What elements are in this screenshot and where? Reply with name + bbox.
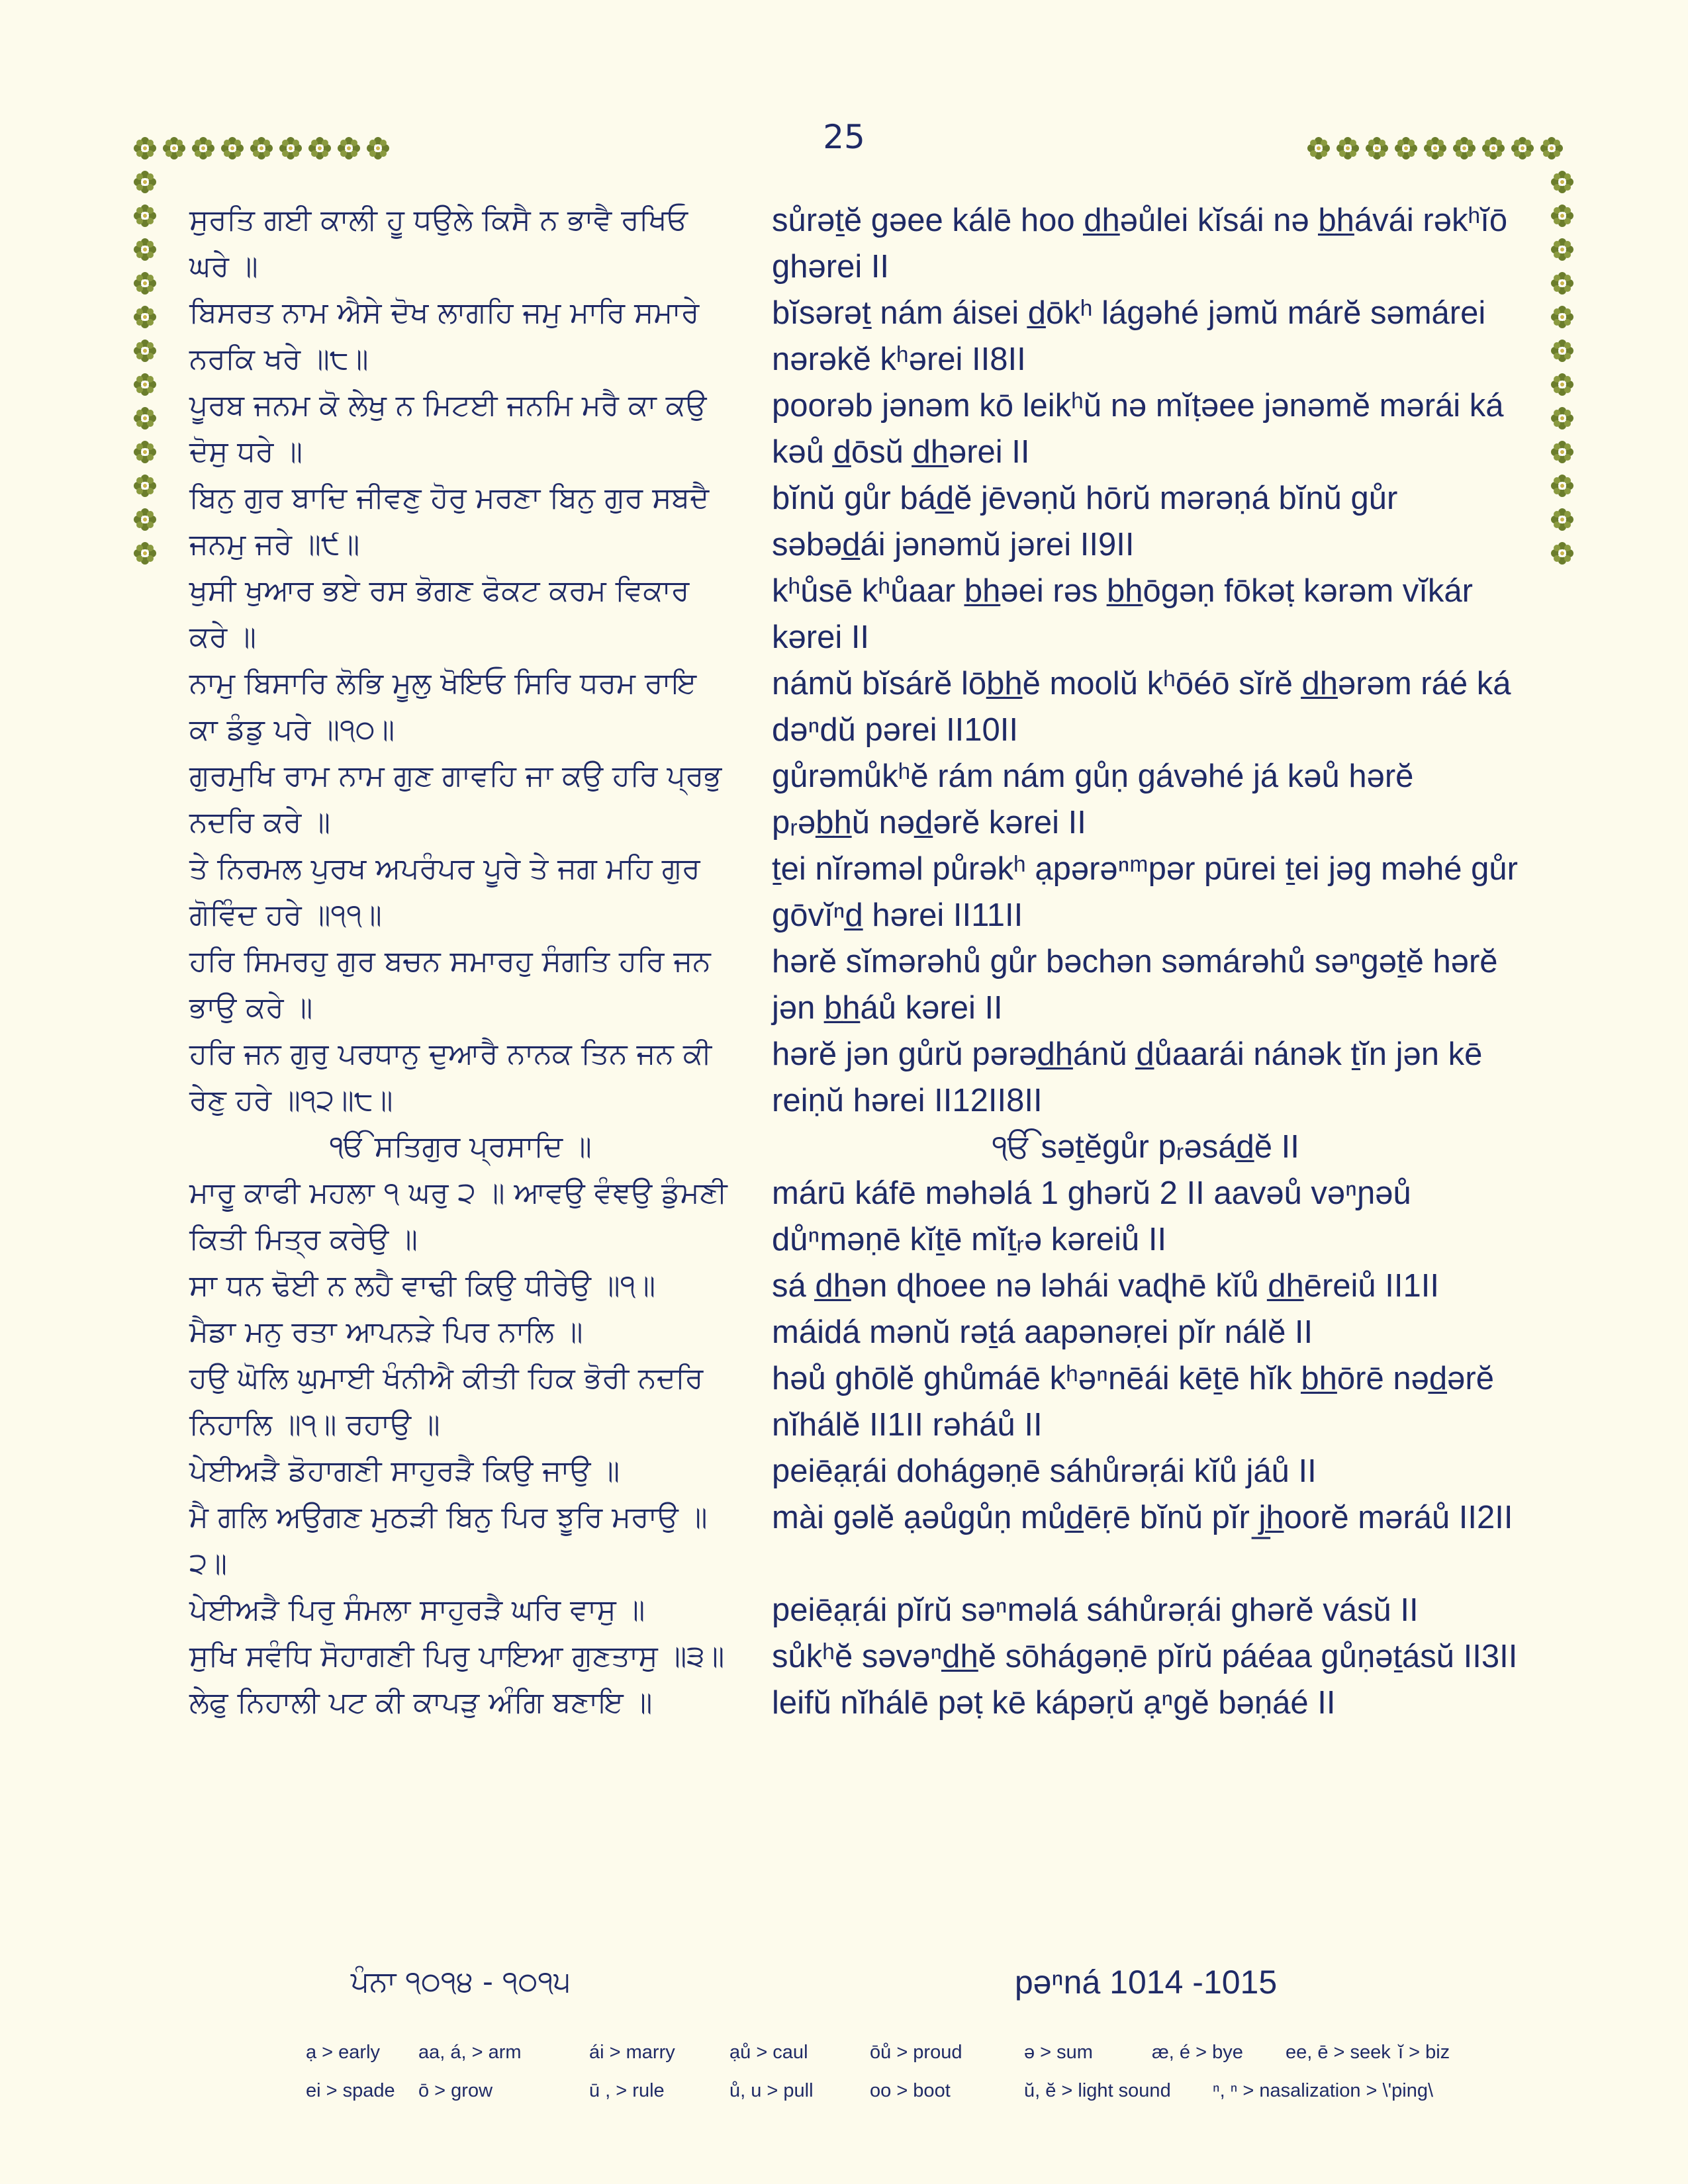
legend-item: oo > boot (870, 2080, 951, 2101)
flower-icon (1551, 441, 1573, 463)
verse-row (189, 1263, 1520, 1309)
right-border (1551, 171, 1573, 565)
flower-icon (1551, 508, 1573, 531)
verse-roman: márū káfē məhəlá 1 ghərŭ 2 II aavəů vəⁿɲəů důⁿməṇē kĭṯē mĭṯᵣə kəreiů II (772, 1175, 1411, 1257)
verse-roman: hərĕ jən gůrŭ pərəd̲h̲ánŭ d̲ůaarái nánək ṯĭn jən kē reiṇŭ hərei II12II8II (772, 1036, 1483, 1118)
verse-roman: mài gəlĕ ạəůgůṇ můd̲ēṛē bĭnŭ pĭr j̲h̲oorĕ məráů II2II (772, 1500, 1513, 1535)
flower-icon (1424, 137, 1446, 159)
top-left-border (134, 137, 389, 159)
legend-item: ĭ > biz (1398, 2042, 1450, 2063)
flower-icon (134, 407, 156, 430)
verse-roman: həů ghōlĕ ghůmáē kʰəⁿnēái kēṯē hĭk b̲h̲ōrē nəd̲ərĕ nĭhálĕ II1II rəháů II (772, 1361, 1494, 1443)
verse-roman: máidá mənŭ rəṯá aapənəṛei pĭr nálĕ II (772, 1314, 1313, 1350)
verse-gurmukhi: ਸਾ ਧਨ ਢੋਈ ਨ ਲਹੈ ਵਾਢੀ ਕਿਉ ਧੀਰੇਉ ॥੧॥ (189, 1269, 656, 1302)
flower-icon (134, 373, 156, 396)
legend-item: ə > sum (1024, 2042, 1093, 2063)
flower-icon (134, 205, 156, 227)
flower-icon (1551, 171, 1573, 193)
verse-roman: bĭnŭ gůr bád̲ĕ jēvəṇŭ hōrŭ mərəṇá bĭnŭ gůr səbəd̲ái jənəmŭ jərei II9II (772, 480, 1398, 563)
legend-item: ái > marry (589, 2042, 675, 2063)
pronunciation-legend (306, 2042, 1497, 2118)
flower-icon (1551, 373, 1573, 396)
flower-icon (1482, 137, 1505, 159)
legend-item: ee, ē > seek (1286, 2042, 1391, 2063)
verse-roman: kʰůsē kʰůaar b̲h̲əei rəs b̲h̲ōgəṇ fōkəṭ kərəm vĭkár kərei II (772, 573, 1473, 655)
verse-gurmukhi: ਪੂਰਬ ਜਨਮ ਕੋ ਲੇਖੁ ਨ ਮਿਟਈ ਜਨਮਿ ਮਰੈ ਕਾ ਕਉ ਦੋਸੁ ਧਰੇ ॥ (189, 388, 707, 469)
left-border (134, 171, 156, 565)
flower-icon (1366, 137, 1388, 159)
verse-roman: poorəb jənəm kō leikʰŭ nə mĭṭəee jənəmĕ mərái ká kəů d̲ōsŭ d̲h̲ərei II (772, 388, 1504, 470)
flower-icon (134, 508, 156, 531)
verse-roman: ੴ səṯĕgůr pᵣəsád̲ĕ II (992, 1129, 1299, 1165)
flower-icon (1551, 272, 1573, 295)
verse-row (189, 383, 1520, 475)
flower-icon (1395, 137, 1417, 159)
verse-gurmukhi: ਗੁਰਮੁਖਿ ਰਾਮ ਨਾਮ ਗੁਣ ਗਾਵਹਿ ਜਾ ਕਉ ਹਰਿ ਪ੍ਰਭੁ ਨਦਰਿ ਕਰੇ ॥ (189, 759, 722, 839)
legend-row (306, 2042, 1497, 2080)
verse-row (189, 753, 1520, 846)
flower-icon (134, 542, 156, 565)
verse-gurmukhi: ਬਿਸਰਤ ਨਾਮ ਐਸੇ ਦੋਖ ਲਾਗਹਿ ਜਮੁ ਮਾਰਿ ਸਮਾਰੇ ਨਰਕਿ ਖਰੇ ॥੮॥ (189, 296, 700, 376)
flower-icon (338, 137, 360, 159)
verse-row (189, 1031, 1520, 1124)
flower-icon (134, 340, 156, 362)
flower-icon (1551, 238, 1573, 261)
flower-icon (134, 306, 156, 328)
flower-icon (134, 475, 156, 497)
legend-item: ⁿ, ⁿ > nasalization > \'ping\ (1213, 2080, 1434, 2101)
flower-icon (279, 137, 302, 159)
verse-gurmukhi: ਹਰਿ ਸਿਮਰਹੁ ਗੁਰ ਬਚਨ ਸਮਾਰਹੁ ਸੰਗਤਿ ਹਰਿ ਜਨ ਭਾਉ ਕਰੇ ॥ (189, 944, 711, 1024)
verse-row (189, 1633, 1520, 1680)
verse-gurmukhi: ਮੈਡਾ ਮਨੁ ਰਤਾ ਆਪਨੜੇ ਪਿਰ ਨਾਲਿ ॥ (189, 1315, 583, 1349)
flower-icon (1551, 306, 1573, 328)
flower-icon (163, 137, 185, 159)
legend-item: ạů > caul (729, 2042, 808, 2063)
page-reference-gurmukhi: ਪੰਨਾ ੧੦੧੪ - ੧੦੧੫ (350, 1965, 571, 1999)
verse-row (189, 1170, 1520, 1263)
verse-row (189, 1355, 1520, 1448)
legend-item: ů, u > pull (729, 2080, 814, 2101)
legend-item: æ, é > bye (1152, 2042, 1243, 2063)
flower-icon (1307, 137, 1330, 159)
legend-item: ū , > rule (589, 2080, 665, 2101)
verse-row (189, 568, 1520, 660)
flower-icon (1551, 340, 1573, 362)
flower-icon (1511, 137, 1534, 159)
verse-roman: peiēạṛái dohágəṇē sáhůrəṛái kĭů jáů II (772, 1453, 1317, 1489)
verse-row (189, 938, 1520, 1031)
verse-roman: bĭsərəṯ nám áisei d̲ōkʰ lágəhé jəmŭ márĕ səmárei nərəkĕ kʰərei II8II (772, 295, 1486, 377)
verse-roman: gůrəmůkʰĕ rám nám gůṇ gávəhé já kəů hərĕ pᵣəb̲h̲ŭ nəd̲ərĕ kərei II (772, 758, 1414, 841)
verse-row (189, 1494, 1520, 1587)
verse-row (189, 290, 1520, 383)
verse-roman: hərĕ sĭmərəhů gůr bəchən səmárəhů səⁿgəṯĕ hərĕ jən b̲h̲áů kərei II (772, 944, 1498, 1026)
flower-icon (1453, 137, 1476, 159)
legend-item: ei > spade (306, 2080, 395, 2101)
verse-gurmukhi: ੴ ਸਤਿਗੁਰ ਪ੍ਰਸਾਦਿ ॥ (330, 1130, 592, 1163)
verse-gurmukhi: ਸੁਖਿ ਸਵੰਧਿ ਸੋਹਾਗਣੀ ਪਿਰੁ ਪਾਇਆ ਗੁਣਤਾਸੁ ॥੩॥ (189, 1639, 725, 1673)
verse-gurmukhi: ਮੈ ਗਲਿ ਅਉਗਣ ਮੁਠੜੀ ਬਿਨੁ ਪਿਰ ਝੂਰਿ ਮਰਾਉ ॥੨॥ (189, 1500, 708, 1580)
flower-icon (134, 441, 156, 463)
verse-gurmukhi: ਸੁਰਤਿ ਗਈ ਕਾਲੀ ਹੂ ਧਉਲੇ ਕਿਸੈ ਨ ਭਾਵੈ ਰਖਿਓ ਘਰੇ ॥ (189, 203, 688, 283)
flower-icon (1551, 205, 1573, 227)
verse-gurmukhi: ਤੇ ਨਿਰਮਲ ਪੁਰਖ ਅਪਰੰਪਰ ਪੂਰੇ ਤੇ ਜਗ ਮਹਿ ਗੁਰ ਗੋਵਿੰਦ ਹਰੇ ॥੧੧॥ (189, 852, 700, 932)
flower-icon (192, 137, 214, 159)
flower-icon (1551, 407, 1573, 430)
verse-roman: sůkʰĕ səvəⁿd̲h̲ĕ sōhágəṇē pĭrŭ páéaa gůṇəṯásŭ II3II (772, 1639, 1518, 1674)
verse-row (189, 846, 1520, 938)
verse-roman: sůrəṯĕ gəee kálē hoo d̲h̲əůlei kĭsái nə b̲h̲ávái rəkʰĭō ghərei II (772, 203, 1508, 285)
verse-gurmukhi: ਪੇਈਅੜੈ ਡੋਹਾਗਣੀ ਸਾਹੁਰੜੈ ਕਿਉ ਜਾਉ ॥ (189, 1454, 620, 1488)
verse-gurmukhi: ਨਾਮੁ ਬਿਸਾਰਿ ਲੋਭਿ ਮੂਲੁ ਖੋਇਓ ਸਿਰਿ ਧਰਮ ਰਾਇ ਕਾ ਡੰਡੁ ਪਰੇ ॥੧੦॥ (189, 666, 697, 747)
flower-icon (134, 238, 156, 261)
verse-row (189, 660, 1520, 753)
verse-row (189, 1680, 1520, 1726)
verse-row (189, 1587, 1520, 1633)
verse-row (189, 1448, 1520, 1494)
verse-gurmukhi: ਲੇਫੁ ਨਿਹਾਲੀ ਪਟ ਕੀ ਕਾਪੜੁ ਅੰਗਿ ਬਣਾਇ ॥ (189, 1686, 653, 1719)
verse-row (189, 1309, 1520, 1355)
verse-gurmukhi: ਹਰਿ ਜਨ ਗੁਰੁ ਪਰਧਾਨੁ ਦੁਆਰੈ ਨਾਨਕ ਤਿਨ ਜਨ ਕੀ ਰੇਣੁ ਹਰੇ ॥੧੨॥੮॥ (189, 1037, 712, 1117)
flower-icon (134, 272, 156, 295)
flower-icon (367, 137, 389, 159)
verse-gurmukhi: ਪੇਈਅੜੈ ਪਿਰੁ ਸੰਮਲਾ ਸਾਹੁਰੜੈ ਘਰਿ ਵਾਸੁ ॥ (189, 1593, 645, 1627)
legend-row (306, 2080, 1497, 2118)
verse-row (189, 197, 1520, 290)
verse-row (189, 1124, 1520, 1170)
flower-icon (308, 137, 331, 159)
legend-item: aa, á, > arm (418, 2042, 522, 2063)
flower-icon (134, 137, 156, 159)
verse-gurmukhi: ਮਾਰੂ ਕਾਫੀ ਮਹਲਾ ੧ ਘਰੁ ੨ ॥ ਆਵਉ ਵੰਞਉ ਡੁੰਮਣੀ ਕਿਤੀ ਮਿਤ੍ਰ ਕਰੇਉ ॥ (189, 1176, 727, 1256)
verse-roman: leifŭ nĭhálē pəṭ kē kápəṛŭ ạⁿgĕ bəṇáé II (772, 1685, 1336, 1721)
flower-icon (250, 137, 273, 159)
legend-item: ạ > early (306, 2042, 381, 2063)
verse-gurmukhi: ਬਿਨੁ ਗੁਰ ਬਾਦਿ ਜੀਵਣੁ ਹੋਰੁ ਮਰਣਾ ਬਿਨੁ ਗੁਰ ਸਬਦੈ ਜਨਮੁ ਜਰੇ ॥੯॥ (189, 481, 710, 561)
flower-icon (1336, 137, 1359, 159)
verse-gurmukhi: ਹਉ ਘੋਲਿ ਘੁਮਾਈ ਖੰਨੀਐ ਕੀਤੀ ਹਿਕ ਭੋਰੀ ਨਦਰਿ ਨਿਹਾਲਿ ॥੧॥ ਰਹਾਉ ॥ (189, 1361, 704, 1441)
flower-icon (221, 137, 244, 159)
legend-item: ŭ, ĕ > light sound (1024, 2080, 1171, 2101)
verse-roman: peiēạṛái pĭrŭ səⁿməlá sáhůrəṛái ghərĕ vásŭ II (772, 1592, 1419, 1628)
page-reference-roman: pəⁿná 1014 -1015 (1014, 1964, 1278, 2001)
legend-item: ō > grow (418, 2080, 493, 2101)
flower-icon (134, 171, 156, 193)
flower-icon (1551, 475, 1573, 497)
verse-roman: ṯei nĭrəməl půrəkʰ ạpərəⁿᵐpər pūrei ṯei jəg məhé gůr gōvĭⁿd̲ hərei II11II (772, 851, 1518, 933)
verse-roman: sá d̲h̲ən ɖhoee nə ləhái vaɖhē kĭů d̲h̲ēreiů II1II (772, 1268, 1439, 1304)
verse-row (189, 475, 1520, 568)
legend-item: ōů > proud (870, 2042, 962, 2063)
top-right-border (1307, 137, 1563, 159)
verse-gurmukhi: ਖੁਸੀ ਖੁਆਰ ਭਏ ਰਸ ਭੋਗਣ ਫੋਕਟ ਕਰਮ ਵਿਕਾਰ ਕਰੇ ॥ (189, 574, 690, 654)
flower-icon (1551, 542, 1573, 565)
page-number: 25 (823, 118, 865, 156)
verse-roman: námŭ bĭsárĕ lōb̲h̲ĕ moolŭ kʰōéō sĭrĕ d̲h̲ərəm ráé ká dəⁿdŭ pərei II10II (772, 666, 1511, 748)
flower-icon (1540, 137, 1563, 159)
verses (189, 197, 1520, 1726)
page-reference (189, 1959, 1520, 2005)
